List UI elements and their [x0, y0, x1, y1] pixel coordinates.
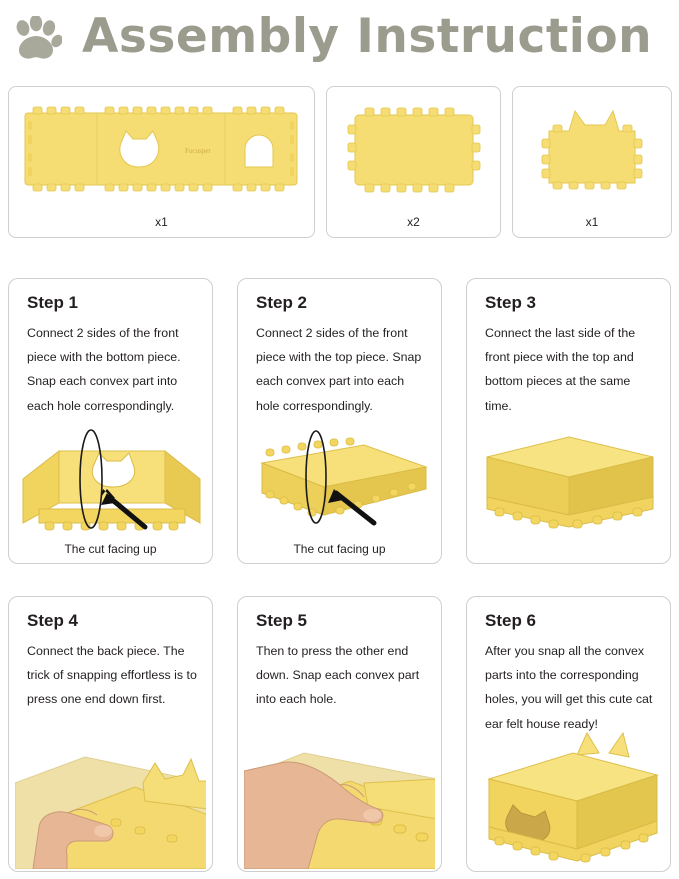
step-2-image	[244, 427, 435, 537]
part-card-cat-ear-back-panel	[512, 86, 672, 238]
step-text: Connect 2 sides of the front piece with the top piece. Snap each convex part into each hole correspondingly.	[256, 326, 422, 413]
step-card-3	[466, 278, 671, 564]
step-title: Step 3	[485, 293, 537, 312]
svg-text:Focuspet: Focuspet	[185, 147, 211, 155]
step-6-image	[473, 723, 664, 869]
step-title: Step 1	[27, 293, 79, 312]
step-5-image	[244, 723, 435, 869]
side-panel-illustration	[327, 95, 500, 205]
step-text: Connect 2 sides of the front piece with the bottom piece. Snap each convex part into each hole correspondingly.	[27, 326, 181, 413]
front-bottom-panel-illustration	[9, 95, 314, 205]
paw-print-icon	[10, 16, 62, 62]
page-header	[0, 0, 679, 78]
step-title: Step 2	[256, 293, 308, 312]
step-text: After you snap all the convex parts into the corresponding holes, you will get this cute cat ear felt house ready!	[485, 644, 653, 731]
step-3-image	[473, 419, 664, 539]
step-card-2	[237, 278, 442, 564]
step-title: Step 6	[485, 611, 537, 630]
part-card-side-panel	[326, 86, 501, 238]
step-text: Then to press the other end down. Snap each convex part into each hole.	[256, 644, 420, 707]
step-4-image	[15, 723, 206, 869]
step-card-5	[237, 596, 442, 872]
part-card-front-bottom-panel	[8, 86, 315, 238]
parts-list	[8, 86, 672, 238]
step-title: Step 4	[27, 611, 79, 630]
page-title: Assembly Instruction	[82, 9, 653, 64]
step-card-4	[8, 596, 213, 872]
step-text: Connect the back piece. The trick of snapping effortless is to press one end down first.	[27, 644, 197, 707]
step-caption: The cut facing up	[64, 542, 157, 556]
step-title: Step 5	[256, 611, 308, 630]
cat-ear-back-panel-illustration	[513, 95, 671, 205]
part-quantity: x1	[585, 215, 599, 229]
step-caption: The cut facing up	[293, 542, 386, 556]
part-quantity: x1	[155, 215, 168, 229]
step-card-6	[466, 596, 671, 872]
step-text: Connect the last side of the front piece with the top and bottom pieces at the same time.	[485, 326, 636, 413]
step-card-1	[8, 278, 213, 564]
part-quantity: x2	[407, 215, 420, 229]
step-1-image	[15, 427, 206, 537]
